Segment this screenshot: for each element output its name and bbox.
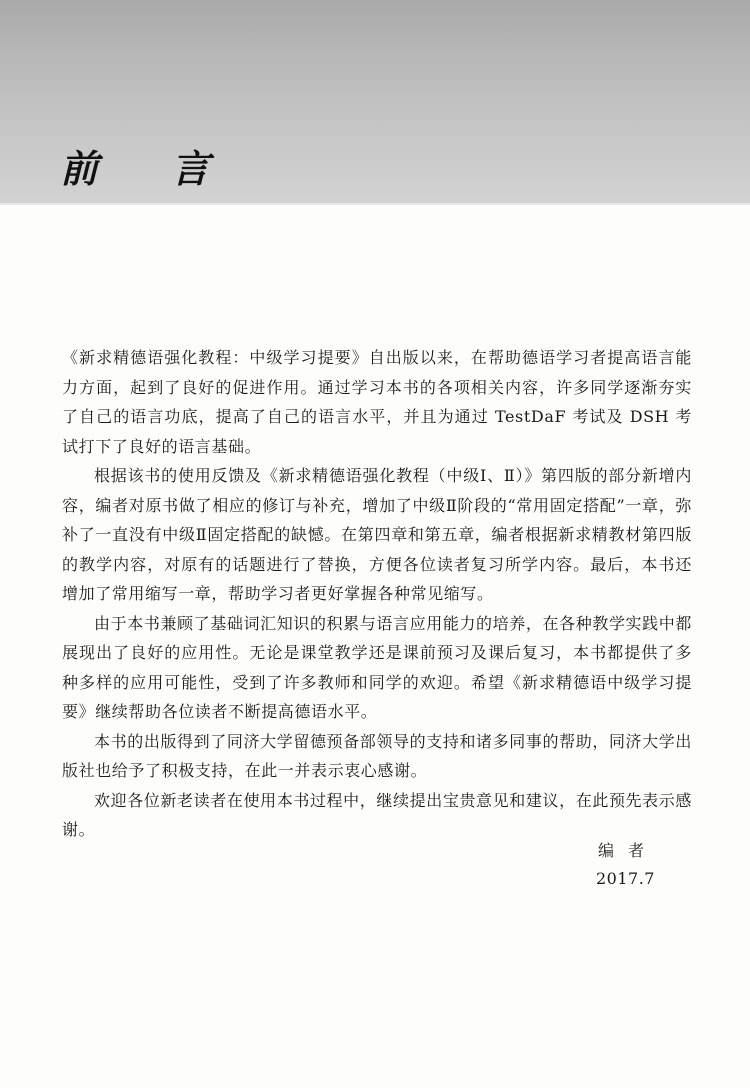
- page-title: 前 言: [60, 147, 240, 191]
- paragraph: 《新求精德语强化教程：中级学习提要》自出版以来，在帮助德语学习者提高语言能力方面，起到了良好的促进作用。通过学习本书的各项相关内容，许多同学逐渐夯实了自己的语言功底，提高了自己的语言水平，并且为通过 TestDaF 考试及 DSH 考试打下了良好的语言基础。: [62, 348, 692, 456]
- paragraph: 由于本书兼顾了基础词汇知识的积累与语言应用能力的培养，在各种教学实践中都展现出了良好的应用性。无论是课堂教学还是课前预习及课后复习，本书都提供了多种多样的应用可能性，受到了许多教师和同学的欢迎。希望《新求精德语中级学习提要》继续帮助各位读者不断提高德语水平。: [62, 613, 692, 721]
- paragraph: 本书的出版得到了同济大学留德预备部领导的支持和诸多同事的帮助，同济大学出版社也给予了积极支持，在此一并表示衷心感谢。: [62, 731, 692, 780]
- paragraph: 根据该书的使用反馈及《新求精德语强化教程（中级Ⅰ、Ⅱ）》第四版的部分新增内容，编者对原书做了相应的修订与补充，增加了中级Ⅱ阶段的“常用固定搭配”一章，弥补了一直没有中级Ⅱ固定搭配的缺憾。在第四章和第五章，编者根据新求精教材第四版的教学内容，对原有的话题进行了替换，方便各位读者复习所学内容。最后，本书还增加了常用缩写一章，帮助学习者更好掌握各种常见缩写。: [62, 466, 692, 603]
- author-signature: 编者: [598, 841, 659, 860]
- header-band: [0, 0, 750, 205]
- signature-date: 2017.7: [596, 869, 655, 888]
- paragraph: 欢迎各位新老读者在使用本书过程中，继续提出宝贵意见和建议，在此预先表示感谢。: [62, 790, 692, 839]
- preface-body: [62, 343, 692, 845]
